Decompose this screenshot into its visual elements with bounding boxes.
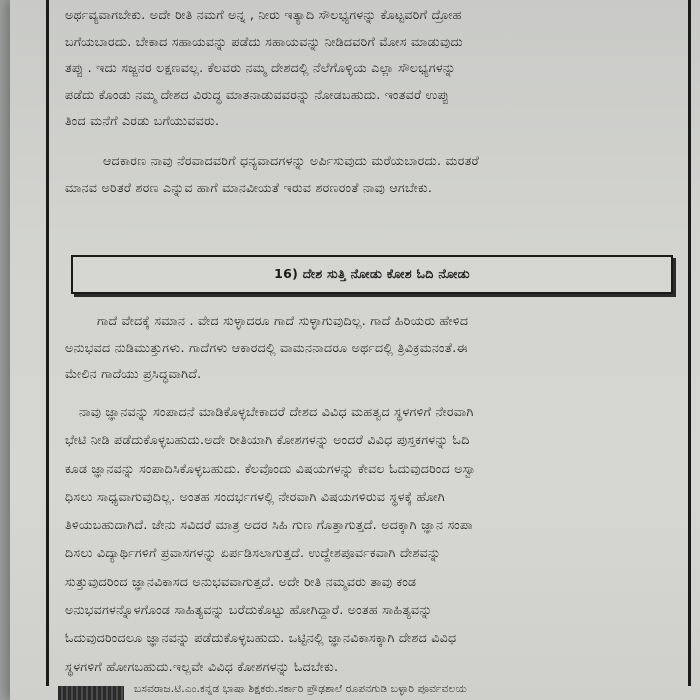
text-line: ಸುತ್ತುವುದರಿಂದ ಜ್ಞಾನವಿಕಾಸದ ಅನುಭವವಾಗುತ್ತದೆ. ಅದೇ ರೀತಿ ನಮ್ಮವರು ತಾವು ಕಂಡ: [65, 573, 417, 589]
section-heading: 16) ದೇಶ ಸುತ್ತಿ ನೋಡು ಕೋಶ ಓದಿ ನೋಡು: [274, 266, 470, 281]
text-line: ಪಡೆದು ಕೊಂಡು ನಮ್ಮ ದೇಶದ ವಿರುದ್ಧ ಮಾತನಾಡುವವರನ್ನು ನೋಡಬಹುದು. ಇಂತವರೆ ಉಪ್ಪು: [65, 86, 450, 102]
text-line: ಮಾನವ ಅರಿತರೆ ಶರಣ ಎನ್ನುವ ಹಾಗೆ ಮಾನವೀಯತೆ ಇರುವ ಶರಣರಂತೆ ನಾವು ಆಗಬೇಕು.: [65, 179, 433, 195]
text-line: ಅನುಭವದ ನುಡಿಮುತ್ತುಗಳು. ಗಾದೆಗಳು ಆಕಾರದಲ್ಲಿ ವಾಮನನಾದರೂ ಅರ್ಥದಲ್ಲಿ ತ್ರಿವಿಕ್ರಮನಂತೆ.ಈ: [65, 339, 468, 355]
text-line: ಅನುಭವಗಳನ್ನೊಳಗೊಂಡ ಸಾಹಿತ್ಯವನ್ನು ಬರೆದುಕೊಟ್ಟು ಹೋಗಿದ್ದಾರೆ. ಅಂತಹ ಸಾಹಿತ್ಯವನ್ನು: [65, 602, 433, 618]
text-line: ಮೇಲಿನ ಗಾದೆಯು ಪ್ರಸಿದ್ಧವಾಗಿದೆ.: [65, 366, 202, 381]
paragraph-ingratitude: [65, 2, 683, 135]
text-line: ಆದಕಾರಣ ನಾವು ನೆರವಾದವರಿಗೆ ಧನ್ಯವಾದಗಳನ್ನು ಅರ್ಪಿಸುವುದು ಮರೆಯಬಾರದು. ಮರತರೆ: [103, 153, 479, 168]
text-line: ಓದುವುದರಿಂದಲೂ ಜ್ಞಾನವನ್ನು ಪಡೆದುಕೊಳ್ಳಬಹುದು. ಒಟ್ಟಿನಲ್ಲಿ ಜ್ಞಾನವಿಕಾಸಕ್ಕಾಗಿ ದೇಶದ ವಿವಿಧ: [65, 630, 457, 646]
text-line: ಭೇಟಿ ನೀಡಿ ಪಡೆದುಕೊಳ್ಳಬಹುದು.ಅದೇ ರೀತಿಯಾಗಿ ಕೋಶಗಳನ್ನು ಅಂದರೆ ವಿವಿಧ ಪುಸ್ತಕಗಳನ್ನು ಓದಿ: [65, 432, 470, 448]
text-line: ತಪ್ಪು . ಇದು ಸಜ್ಜನರ ಲಕ್ಷಣವಲ್ಲ. ಕೆಲವರು ನಮ್ಮ ದೇಶದಲ್ಲಿ ನೆಲೆಗೊಳ್ಳಿಯ ಎಲ್ಲಾ ಸೌಲಭ್ಯಗಳನ್ನು: [65, 60, 456, 75]
document-page: [10, 0, 700, 700]
footer-credit: ಬಸವರಾಜ.ಟಿ.ಎಂ.ಕನ್ನಡ ಭಾಷಾ ಶಿಕ್ಷಕರು.ಸರ್ಕಾರಿ ಪ್ರೌಢಶಾಲೆ ರೂಪನಗುಡಿ ಬಳ್ಳಾರಿ ಪೂರ್ವವಲಯ: [134, 683, 467, 695]
text-line: ಕೂಡ ಜ್ಞಾನವನ್ನು ಸಂಪಾದಿಸಿಕೊಳ್ಳಬಹುದು. ಕೆಲವೊಂದು ವಿಷಯಗಳನ್ನು ಕೇವಲ ಓದುವುದರಿಂದ ಅಸ್ವಾ: [65, 460, 477, 476]
paragraph-proverb: [65, 308, 683, 388]
text-line: ಗಾದೆ ವೇದಕ್ಕೆ ಸಮಾನ . ವೇದ ಸುಳ್ಳಾದರೂ ಗಾದೆ ಸುಳ್ಳಾಗುವುದಿಲ್ಲ. ಗಾದೆ ಹಿರಿಯರು ಹೇಳಿದ: [97, 313, 469, 328]
text-line: ತಿಳಿಯಬಹುದಾಗಿದೆ. ಜೇನು ಸವಿದರೆ ಮಾತ್ರ ಅದರ ಸಿಹಿ ಗುಣ ಗೊತ್ತಾಗುತ್ತದೆ. ಅದಕ್ಕಾಗಿ ಜ್ಞಾನ ಸಂಪಾ: [65, 517, 473, 533]
paragraph-gratitude: [65, 148, 683, 201]
text-line: ಸ್ಥಳಗಳಿಗೆ ಹೋಗಬಹುದು.ಇಲ್ಲವೇ ವಿವಿಧ ಕೋಶಗಳನ್ನು ಓದಬೇಕು.: [65, 658, 339, 674]
text-line: ಅರ್ಥವ್ಯವಾಗಬೇಕು. ಅದೇ ರೀತಿ ನಮಗೆ ಅನ್ನ , ನೀರು ಇತ್ಯಾದಿ ಸೌಲಭ್ಯಗಳನ್ನು ಕೊಟ್ಟವರಿಗೆ ದ್ರೋಹ: [65, 7, 462, 22]
text-line: ತಿಂದ ಮನೆಗೆ ಎರಡು ಬಗೆಯುವವರು.: [65, 113, 220, 128]
text-line: ಬಗೆಯಬಾರದು. ಬೇಕಾದ ಸಹಾಯವನ್ನು ಪಡೆದು ಸಹಾಯವನ್ನು ನೀಡಿದವರಿಗೆ ಮೋಸ ಮಾಡುವುದು: [65, 33, 463, 49]
text-line: ನಾವು ಜ್ಞಾನವನ್ನು ಸಂಪಾದನೆ ಮಾಡಿಕೊಳ್ಳಬೇಕಾದರೆ ದೇಶದ ವಿವಿಧ ಮಹತ್ವದ ಸ್ಥಳಗಳಿಗೆ ನೇರವಾಗಿ: [79, 404, 474, 419]
text-line: ದಿಸಲು ವಿದ್ಯಾರ್ಥಿಗಳಿಗೆ ಪ್ರವಾಸಗಳನ್ನು ಏರ್ಪಡಿಸಲಾಗುತ್ತದೆ. ಉದ್ದೇಶಪೂರ್ವಕವಾಗಿ ದೇಶವನ್ನು: [65, 545, 441, 561]
footer-decoration: [58, 686, 124, 700]
paragraph-knowledge: [65, 398, 683, 681]
text-line: ಧಿಸಲು ಸಾಧ್ಯವಾಗುವುದಿಲ್ಲ. ಅಂತಹ ಸಂದರ್ಭಗಳಲ್ಲಿ ನೇರವಾಗಿ ವಿಷಯಗಳಿರುವ ಸ್ಥಳಕ್ಕೆ ಹೋಗಿ: [65, 488, 445, 504]
section-heading-box: [71, 255, 673, 294]
